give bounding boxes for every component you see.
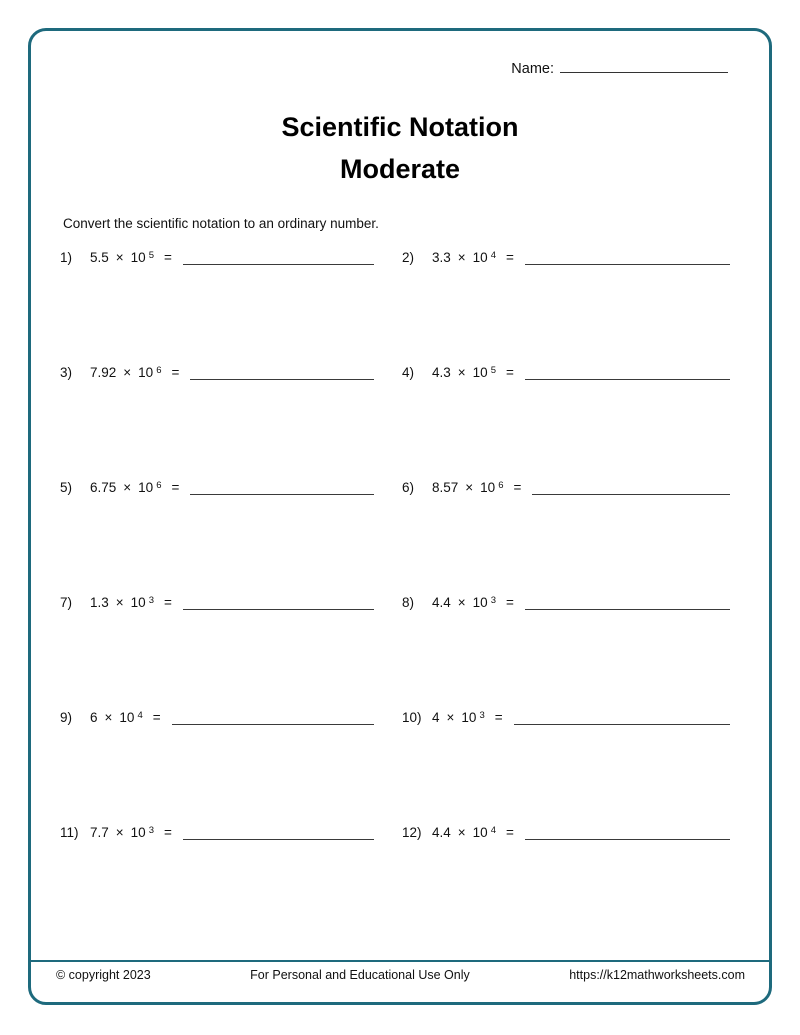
name-field <box>511 61 728 77</box>
coefficient: 4 <box>432 710 440 725</box>
equals-sign: = <box>494 710 503 725</box>
copyright-text: © copyright 2023 <box>56 968 151 982</box>
multiplication-sign: × <box>115 595 124 610</box>
page-title-line2: Moderate <box>339 154 461 184</box>
answer-blank <box>183 828 374 840</box>
problem-7 <box>60 591 402 610</box>
problem-number: 9) <box>60 710 73 725</box>
problem-number: 2) <box>402 250 415 265</box>
problem-9 <box>60 706 402 725</box>
problem-number: 3) <box>60 365 73 380</box>
page-title-line1: Scientific Notation <box>281 112 519 142</box>
problem-number: 1) <box>60 250 73 265</box>
exponent: 3 <box>490 595 496 606</box>
problem-10 <box>402 706 730 725</box>
usage-text: For Personal and Educational Use Only <box>250 968 470 982</box>
footer-divider <box>31 960 769 962</box>
problem-12 <box>402 821 730 840</box>
base-ten: 10 <box>130 825 146 840</box>
footer <box>56 968 745 982</box>
coefficient: 6 <box>90 710 98 725</box>
answer-blank <box>525 828 730 840</box>
problem-5 <box>60 476 402 495</box>
problem-number: 8) <box>402 595 415 610</box>
base-ten: 10 <box>130 250 146 265</box>
problem-4 <box>402 361 730 380</box>
coefficient: 4.4 <box>432 595 451 610</box>
problem-11 <box>60 821 402 840</box>
multiplication-sign: × <box>446 710 455 725</box>
base-ten: 10 <box>472 595 488 610</box>
base-ten: 10 <box>472 825 488 840</box>
problem-2 <box>402 246 730 265</box>
equals-sign: = <box>506 365 514 380</box>
equals-sign: = <box>506 595 514 610</box>
name-label: Name: <box>511 61 554 77</box>
problem-number: 10) <box>402 710 422 725</box>
base-ten: 10 <box>138 480 154 495</box>
problem-6 <box>402 476 730 495</box>
problem-number: 7) <box>60 595 73 610</box>
problem-3 <box>60 361 402 380</box>
answer-blank <box>514 713 730 725</box>
exponent: 3 <box>148 825 154 836</box>
problem-number: 4) <box>402 365 415 380</box>
base-ten: 10 <box>472 250 488 265</box>
coefficient: 1.3 <box>90 595 109 610</box>
equals-sign: = <box>164 825 172 840</box>
equals-sign: = <box>164 595 172 610</box>
problem-1 <box>60 246 402 265</box>
problems-grid <box>60 246 730 936</box>
coefficient: 7.92 <box>90 365 117 380</box>
multiplication-sign: × <box>457 595 466 610</box>
multiplication-sign: × <box>115 825 124 840</box>
equals-sign: = <box>171 365 180 380</box>
exponent: 5 <box>490 365 496 376</box>
base-ten: 10 <box>472 365 488 380</box>
coefficient: 8.57 <box>432 480 459 495</box>
equals-sign: = <box>171 480 180 495</box>
problem-number: 12) <box>402 825 422 840</box>
multiplication-sign: × <box>457 825 466 840</box>
equals-sign: = <box>164 250 172 265</box>
answer-blank <box>183 253 374 265</box>
coefficient: 4.4 <box>432 825 451 840</box>
problem-number: 11) <box>60 825 79 840</box>
exponent: 3 <box>479 710 485 721</box>
answer-blank <box>525 253 730 265</box>
multiplication-sign: × <box>115 250 124 265</box>
answer-blank <box>525 598 730 610</box>
multiplication-sign: × <box>457 250 466 265</box>
base-ten: 10 <box>461 710 477 725</box>
multiplication-sign: × <box>465 480 474 495</box>
coefficient: 4.3 <box>432 365 451 380</box>
coefficient: 3.3 <box>432 250 451 265</box>
name-blank <box>560 61 728 73</box>
answer-blank <box>525 368 730 380</box>
exponent: 6 <box>156 365 162 376</box>
multiplication-sign: × <box>123 480 132 495</box>
base-ten: 10 <box>138 365 154 380</box>
exponent: 4 <box>137 710 143 721</box>
problem-number: 5) <box>60 480 73 495</box>
answer-blank <box>183 598 374 610</box>
exponent: 5 <box>148 250 154 261</box>
exponent: 4 <box>490 825 496 836</box>
exponent: 4 <box>490 250 496 261</box>
exponent: 6 <box>156 480 162 491</box>
multiplication-sign: × <box>104 710 113 725</box>
problem-8 <box>402 591 730 610</box>
website-link[interactable]: https://k12mathworksheets.com <box>569 968 745 982</box>
base-ten: 10 <box>480 480 496 495</box>
equals-sign: = <box>513 480 522 495</box>
page-title <box>0 106 800 190</box>
coefficient: 7.7 <box>90 825 109 840</box>
multiplication-sign: × <box>457 365 466 380</box>
answer-blank <box>172 713 374 725</box>
base-ten: 10 <box>130 595 146 610</box>
equals-sign: = <box>152 710 161 725</box>
problem-number: 6) <box>402 480 415 495</box>
equals-sign: = <box>506 250 514 265</box>
instructions-text: Convert the scientific notation to an ordinary number. <box>63 216 379 231</box>
answer-blank <box>532 483 730 495</box>
base-ten: 10 <box>119 710 135 725</box>
exponent: 3 <box>148 595 154 606</box>
answer-blank <box>190 483 374 495</box>
coefficient: 6.75 <box>90 480 117 495</box>
coefficient: 5.5 <box>90 250 109 265</box>
multiplication-sign: × <box>123 365 132 380</box>
answer-blank <box>190 368 374 380</box>
equals-sign: = <box>506 825 514 840</box>
exponent: 6 <box>498 480 504 491</box>
